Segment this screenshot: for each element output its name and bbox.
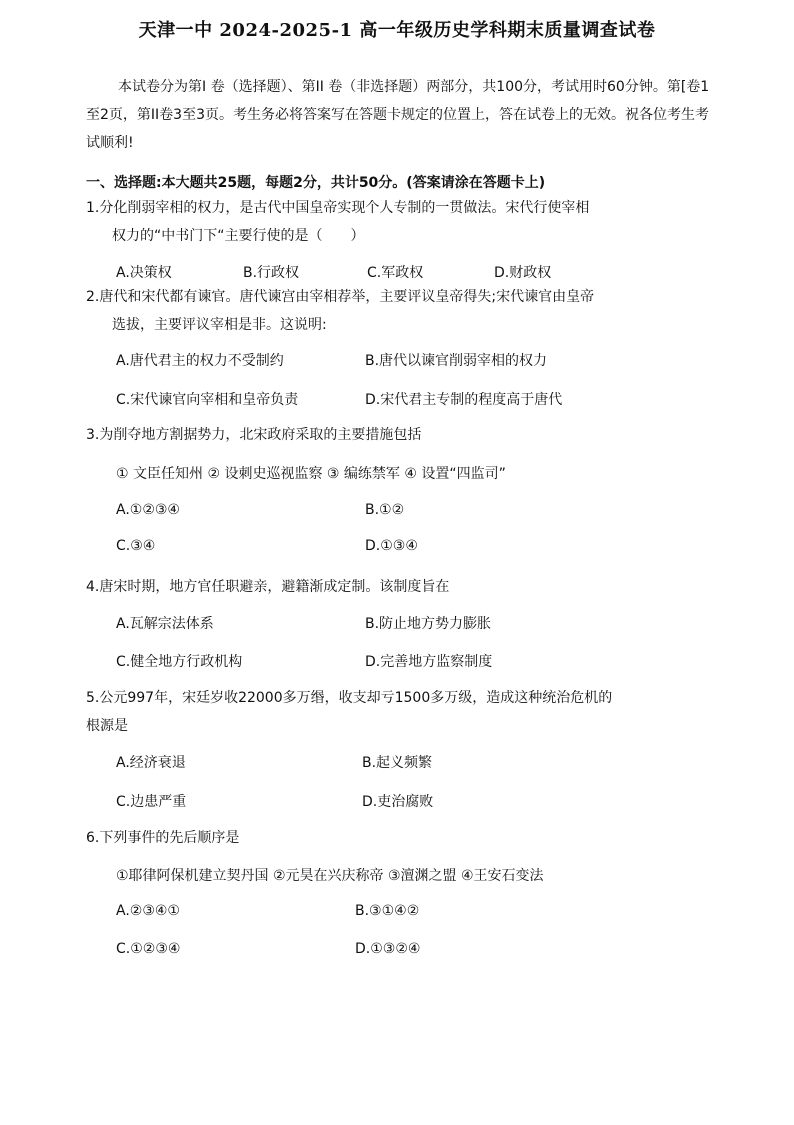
option-a: A.唐代君主的权力不受制约 (116, 353, 284, 369)
option-d: D.完善地方监察制度 (365, 654, 493, 670)
question-2 (86, 283, 716, 339)
option-a: A.②③④① (116, 903, 180, 919)
question-3 (86, 421, 716, 449)
question-stem: 5.公元997年，宋廷岁收22000多万缗，收支却亏1500多万级，造成这种统治危机的 (86, 690, 613, 706)
question-stem: 6.下列事件的先后顺序是 (86, 830, 240, 846)
exam-title: 天津一中 2024-2025-1 高一年级历史学科期末质量调查试卷 (138, 20, 656, 41)
option-a: A.①②③④ (116, 502, 180, 518)
numbered-statements: ① 文臣任知州 ② 设刺史巡视监察 ③ 编练禁军 ④ 设置“四监司” (116, 466, 506, 482)
option-c: C.健全地方行政机构 (116, 654, 243, 670)
section-heading: 一、选择题:本大题共25题，每题2分，共计50分。(答案请涂在答题卡上) (86, 175, 546, 191)
option-a: A.经济衰退 (116, 755, 186, 771)
option-b: B.唐代以谏官削弱宰相的权力 (365, 353, 548, 369)
option-d: D.财政权 (494, 265, 552, 281)
option-d: D.①③②④ (355, 941, 421, 957)
option-c: C.军政权 (367, 265, 424, 281)
question-4 (86, 573, 716, 601)
numbered-statements: ①耶律阿保机建立契丹国 ②元昊在兴庆称帝 ③澶渊之盟 ④王安石变法 (116, 868, 544, 884)
option-b: B.防止地方势力膨胀 (365, 616, 492, 632)
question-5 (86, 684, 716, 740)
question-stem: 1.分化削弱宰相的权力，是古代中国皇帝实现个人专制的一贯做法。宋代行使宰相 (86, 200, 590, 216)
option-a: A.决策权 (116, 265, 172, 281)
option-b: B.起义频繁 (362, 755, 433, 771)
question-stem: 2.唐代和宋代都有谏官。唐代谏宫由宰相荐举，主要评议皇帝得失;宋代谏官由皇帝 (86, 289, 595, 305)
option-c: C.边患严重 (116, 794, 187, 810)
option-b: B.①② (365, 502, 405, 518)
option-d: D.宋代君主专制的程度高于唐代 (365, 392, 563, 408)
question-stem: 3.为削夺地方割据势力，北宋政府采取的主要措施包括 (86, 427, 422, 443)
question-stem-continued: 根源是 (86, 718, 128, 734)
option-c: C.③④ (116, 538, 156, 554)
option-d: D.①③④ (365, 538, 418, 554)
option-b: B.③①④② (355, 903, 420, 919)
option-b: B.行政权 (243, 265, 300, 281)
option-c: C.①②③④ (116, 941, 181, 957)
option-a: A.瓦解宗法体系 (116, 616, 214, 632)
question-stem-continued: 权力的“中书门下“主要行使的是（ ） (112, 228, 365, 244)
question-stem: 4.唐宋时期，地方官任职避亲，避籍渐成定制。该制度旨在 (86, 579, 450, 595)
exam-instructions: 本试卷分为第I 卷（选择题）、第II 卷（非选择题）两部分，共100分，考试用时60分钟。第[卷1至2页，第II卷3至3页。考生务必将答案写在答题卡规定的位置上，答在试卷上的无效。祝各位考生考试顺利! (86, 79, 710, 151)
question-1 (86, 194, 716, 250)
question-stem-continued: 选拔，主要评议宰相是非。这说明: (112, 317, 327, 333)
option-d: D.吏治腐败 (362, 794, 434, 810)
option-c: C.宋代谏官向宰相和皇帝负责 (116, 392, 299, 408)
question-6 (86, 824, 716, 852)
